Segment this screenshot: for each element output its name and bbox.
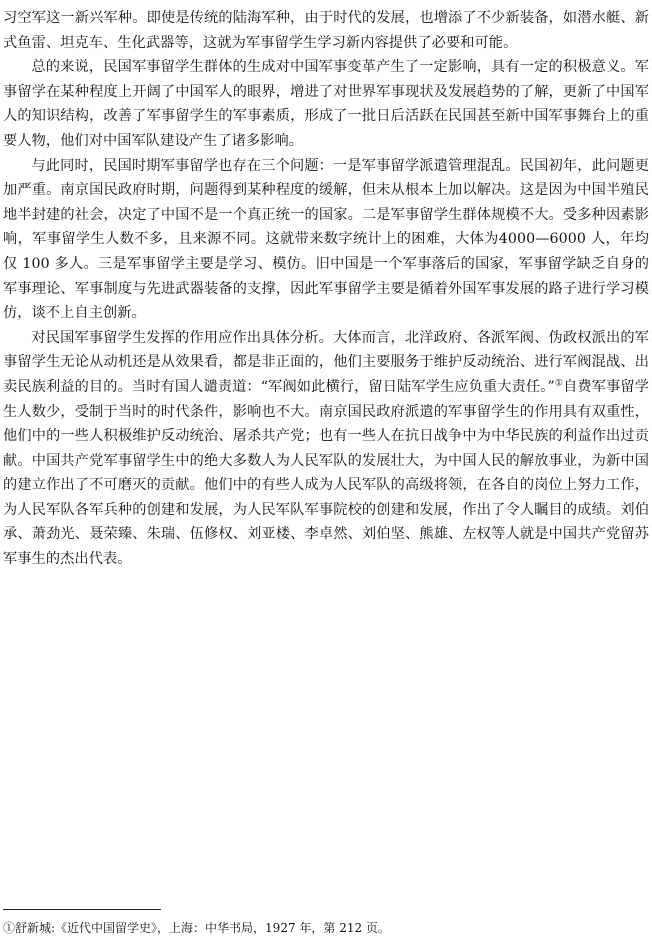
footnote-divider bbox=[3, 909, 161, 910]
paragraph: 习空军这一新兴军种。即使是传统的陆海军种，由于时代的发展，也增添了不少新装备，如潜水艇、新式鱼雷、坦克车、生化武器等，这就为军事留学生学习新内容提供了必要和可能。 bbox=[3, 10, 649, 51]
footnote-reference[interactable]: ① bbox=[554, 378, 564, 389]
paragraph: 与此同时，民国时期军事留学也存在三个问题：一是军事留学派遣管理混乱。民国初年，此问题更加严重。南京国民政府时期，问题得到某种程度的缓解，但未从根本上加以解决。这是因为中国半殖民地半封建的社会，决定了中国不是一个真正统一的国家。二是军事留学生群体规模不大。受多种因素影响，军事留学生人数不多，且来源不同。这就带来数字统计上的困难，大体为4000—6000 人，年均仅 100 多人。三是军事留学主要是学习、模仿。旧中国是一个军事落后的国家，军事留学缺乏自身的军事理论、军事制度与先进武器装备的支撑，因此军事留学主要是循着外国军事发展的路子进行学习模仿，谈不上自主创新。 bbox=[3, 157, 649, 322]
body-text bbox=[3, 6, 649, 572]
paragraph bbox=[3, 326, 649, 572]
paragraph: 总的来说，民国军事留学生群体的生成对中国军事变革产生了一定影响，具有一定的积极意义。军事留学在某种程度上开阔了中国军人的眼界，增进了对世界军事现状及发展趋势的了解，更新了中国军人的知识结构，改善了军事留学生的军事素质，形成了一批日后活跃在民国甚至新中国军事舞台上的重要人物，他们对中国军队建设产生了诸多影响。 bbox=[3, 59, 649, 149]
paragraph-text: 对民国军事留学生发挥的作用应作出具体分析。大体而言，北洋政府、各派军阀、伪政权派出的军事留学生无论从动机还是从效果看，都是非正面的，他们主要服务于维护反动统治、进行军阀混战、出卖民族利益的目的。当时有国人谴责道：“军阀如此横行，留日陆军学生应负重大责任。” bbox=[3, 329, 649, 395]
footnote: ①舒新城:《近代中国留学史》，上海：中华书局，1927 年，第 212 页。 bbox=[3, 921, 390, 935]
paragraph-text-continued: 自费军事留学生人数少，受制于当时的时代条件，影响也不大。南京国民政府派遣的军事留学生的作用具有双重性，他们中的一些人积极维护反动统治、屠杀共产党；也有一些人在抗日战争中为中华民族的利益作出过贡献。中国共产党军事留学生中的绝大多数人为人民军队的发展壮大，为中国人民的解放事业，为新中国的建立作出了不可磨灭的贡献。他们中的有些人成为人民军队的高级将领，在各自的岗位上努力工作，为人民军队各军兵种的创建和发展，为人民军队军事院校的创建和发展，作出了令人瞩目的成绩。刘伯承、萧劲光、聂荣臻、朱瑞、伍修权、刘亚楼、李卓然、刘伯坚、熊雄、左权等人就是中国共产党留苏军事生的杰出代表。 bbox=[3, 378, 650, 568]
